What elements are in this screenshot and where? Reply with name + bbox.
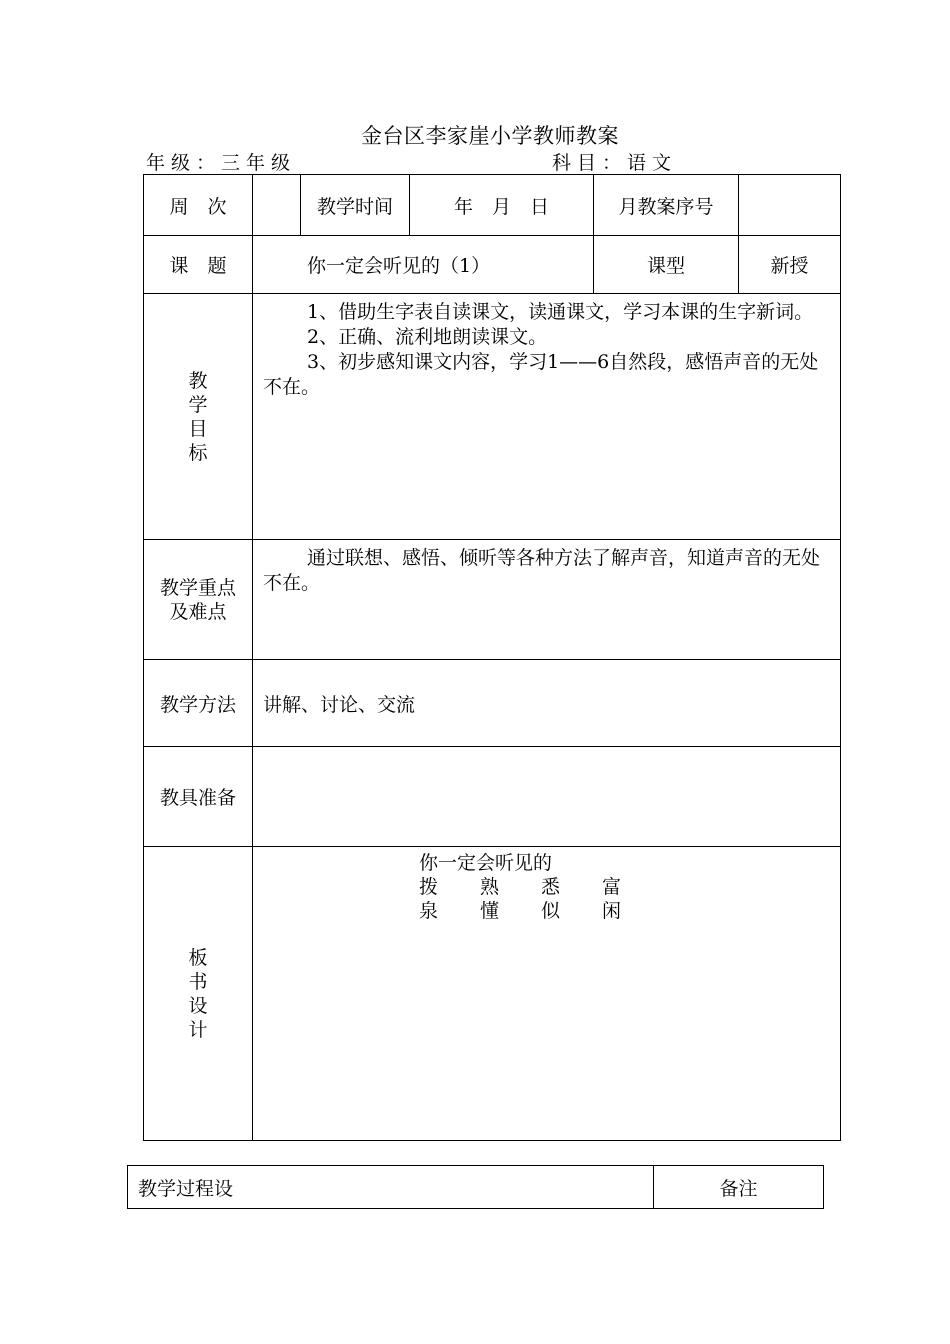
row-key-points [144,540,841,660]
objectives-label-char: 目 [188,417,208,440]
board-label [144,847,253,1141]
key-points-text: 通过联想、感悟、倾听等各种方法了解声音，知道声音的无处不在。 [263,547,821,594]
board-label-char: 设 [188,994,208,1017]
objectives-label [144,294,253,540]
topic-label: 课 题 [144,236,253,294]
week-value [253,175,301,236]
serial-value [739,175,841,236]
board-char: 熟 [480,876,500,898]
key-points-label-line: 及难点 [169,600,227,623]
board-char: 泉 [419,900,439,922]
objectives-label-char: 学 [188,393,208,416]
tools-value [253,747,841,847]
row-tools [144,747,841,847]
tools-label: 教具准备 [144,747,253,847]
row-board [144,847,841,1141]
grade-label: 年级：三年级 [146,152,297,174]
subject-label: 科目：语文 [552,152,678,174]
serial-label: 月教案序号 [594,175,739,236]
key-points-label-line: 教学重点 [159,576,236,599]
objective-item: 2、正确、流利地朗读课文。 [307,326,548,348]
board-char: 似 [541,900,561,922]
type-value: 新授 [739,236,841,294]
row-method [144,660,841,747]
board-char: 闲 [602,900,622,922]
board-label-char: 板 [188,946,208,969]
row-objectives [144,294,841,540]
topic-value: 你一定会听见的（1） [253,236,594,294]
lesson-plan-table [143,174,841,1141]
board-title: 你一定会听见的 [419,852,553,874]
row-topic [144,236,841,294]
objective-item: 1、借助生字表自读课文，读通课文，学习本课的生字新词。 [307,301,814,323]
time-label: 教学时间 [301,175,410,236]
method-label: 教学方法 [144,660,253,747]
board-char: 拨 [419,876,439,898]
objectives-content [253,294,841,540]
document-title: 金台区李家崖小学教师教案 [361,124,619,148]
objectives-label-char: 教 [188,369,208,392]
type-label: 课型 [594,236,739,294]
board-label-char: 计 [188,1018,208,1041]
board-row [419,899,840,923]
board-char: 悉 [541,876,561,898]
board-char: 富 [602,876,622,898]
board-content [253,847,841,1141]
row-week [144,175,841,236]
board-label-char: 书 [188,970,208,993]
board-row [419,875,840,899]
objective-item: 3、初步感知课文内容，学习1——6自然段，感悟声音的无处不在。 [263,351,819,398]
board-char: 懂 [480,900,500,922]
process-table [127,1165,824,1209]
key-points-label [144,540,253,660]
key-points-content [253,540,841,660]
objectives-label-char: 标 [188,441,208,464]
date-field: 年 月 日 [410,175,594,236]
week-label: 周 次 [144,175,253,236]
notes-label: 备注 [654,1166,824,1209]
method-value: 讲解、讨论、交流 [253,660,841,747]
process-label: 教学过程设 [128,1166,654,1209]
